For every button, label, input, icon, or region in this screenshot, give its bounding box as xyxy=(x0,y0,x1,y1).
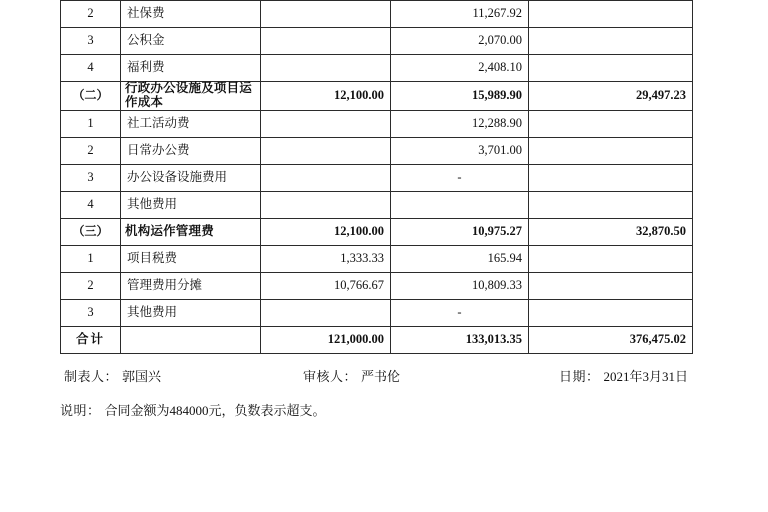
row-amount-cell: 12,100.00 xyxy=(261,82,391,111)
row-index-cell: 2 xyxy=(61,272,121,299)
row-amount-cell: 11,267.92 xyxy=(391,1,529,28)
row-amount-cell xyxy=(261,137,391,164)
row-amount-cell xyxy=(261,1,391,28)
maker-value: 郭国兴 xyxy=(122,369,162,384)
row-index-cell: 2 xyxy=(61,137,121,164)
row-amount-cell: 1,333.33 xyxy=(261,245,391,272)
row-amount-cell xyxy=(391,191,529,218)
note-line xyxy=(60,400,326,419)
row-index-cell: 3 xyxy=(61,28,121,55)
row-index-cell: 2 xyxy=(61,1,121,28)
table-row xyxy=(61,218,693,245)
row-amount-cell xyxy=(529,1,693,28)
row-amount-cell xyxy=(261,55,391,82)
row-amount-cell: 12,100.00 xyxy=(261,218,391,245)
row-name-cell: 其他费用 xyxy=(121,191,261,218)
row-amount-cell: 2,070.00 xyxy=(391,28,529,55)
checker-label: 审核人： xyxy=(303,369,358,384)
row-amount-cell xyxy=(529,28,693,55)
row-amount-cell: 3,701.00 xyxy=(391,137,529,164)
row-amount-cell xyxy=(529,110,693,137)
row-name-cell: 社工活动费 xyxy=(121,110,261,137)
table-row xyxy=(61,272,693,299)
row-amount-cell: 15,989.90 xyxy=(391,82,529,111)
checker-value: 严书伦 xyxy=(361,369,401,384)
row-name-cell: 办公设备设施费用 xyxy=(121,164,261,191)
row-amount-cell xyxy=(529,55,693,82)
signature-footer xyxy=(60,366,692,394)
row-name-cell: 机构运作管理费 xyxy=(121,218,261,245)
row-amount-cell xyxy=(261,28,391,55)
row-name-cell xyxy=(121,326,261,353)
table-row xyxy=(61,164,693,191)
row-amount-cell: 376,475.02 xyxy=(529,326,693,353)
note-label: 说明： xyxy=(60,403,101,418)
row-amount-cell: 12,288.90 xyxy=(391,110,529,137)
row-amount-cell: - xyxy=(391,299,529,326)
row-amount-cell xyxy=(529,164,693,191)
row-name-cell: 社保费 xyxy=(121,1,261,28)
row-amount-cell: 2,408.10 xyxy=(391,55,529,82)
row-amount-cell: 10,809.33 xyxy=(391,272,529,299)
table-body xyxy=(61,1,693,354)
note-value: 合同金额为484000元，负数表示超支。 xyxy=(104,403,326,418)
row-amount-cell xyxy=(529,245,693,272)
row-amount-cell xyxy=(261,164,391,191)
row-amount-cell: 10,975.27 xyxy=(391,218,529,245)
row-amount-cell xyxy=(529,272,693,299)
expense-table xyxy=(60,0,693,354)
maker-label: 制表人： xyxy=(64,369,119,384)
row-index-cell: 合计 xyxy=(61,326,121,353)
row-amount-cell xyxy=(529,191,693,218)
table-row xyxy=(61,55,693,82)
row-name-cell: 日常办公费 xyxy=(121,137,261,164)
row-amount-cell xyxy=(261,299,391,326)
table-row xyxy=(61,191,693,218)
table-row xyxy=(61,326,693,353)
table-row xyxy=(61,245,693,272)
row-amount-cell xyxy=(261,110,391,137)
checker-field xyxy=(303,366,400,385)
row-name-cell: 行政办公设施及项目运作成本 xyxy=(121,82,261,111)
date-label: 日期： xyxy=(558,369,600,384)
row-name-cell: 其他费用 xyxy=(121,299,261,326)
table-row xyxy=(61,82,693,111)
row-name-cell: 项目税费 xyxy=(121,245,261,272)
row-index-cell: 4 xyxy=(61,191,121,218)
row-index-cell: 1 xyxy=(61,110,121,137)
row-amount-cell xyxy=(529,137,693,164)
table-row xyxy=(61,137,693,164)
row-name-cell: 公积金 xyxy=(121,28,261,55)
date-field xyxy=(559,366,688,385)
row-amount-cell xyxy=(529,299,693,326)
date-value: 2021年3月31日 xyxy=(603,369,688,384)
row-name-cell: 管理费用分摊 xyxy=(121,272,261,299)
row-index-cell: 3 xyxy=(61,299,121,326)
row-index-cell: 1 xyxy=(61,245,121,272)
row-amount-cell xyxy=(261,191,391,218)
row-amount-cell: 133,013.35 xyxy=(391,326,529,353)
row-index-cell: 4 xyxy=(61,55,121,82)
table-row xyxy=(61,1,693,28)
row-index-cell: （二） xyxy=(61,82,121,111)
row-amount-cell: 29,497.23 xyxy=(529,82,693,111)
row-index-cell: （三） xyxy=(61,218,121,245)
table-row xyxy=(61,28,693,55)
row-amount-cell: 10,766.67 xyxy=(261,272,391,299)
row-amount-cell: 121,000.00 xyxy=(261,326,391,353)
table-row xyxy=(61,110,693,137)
row-amount-cell: 165.94 xyxy=(391,245,529,272)
row-amount-cell: 32,870.50 xyxy=(529,218,693,245)
maker-field xyxy=(64,366,161,385)
row-index-cell: 3 xyxy=(61,164,121,191)
row-amount-cell: - xyxy=(391,164,529,191)
table-row xyxy=(61,299,693,326)
row-name-cell: 福利费 xyxy=(121,55,261,82)
